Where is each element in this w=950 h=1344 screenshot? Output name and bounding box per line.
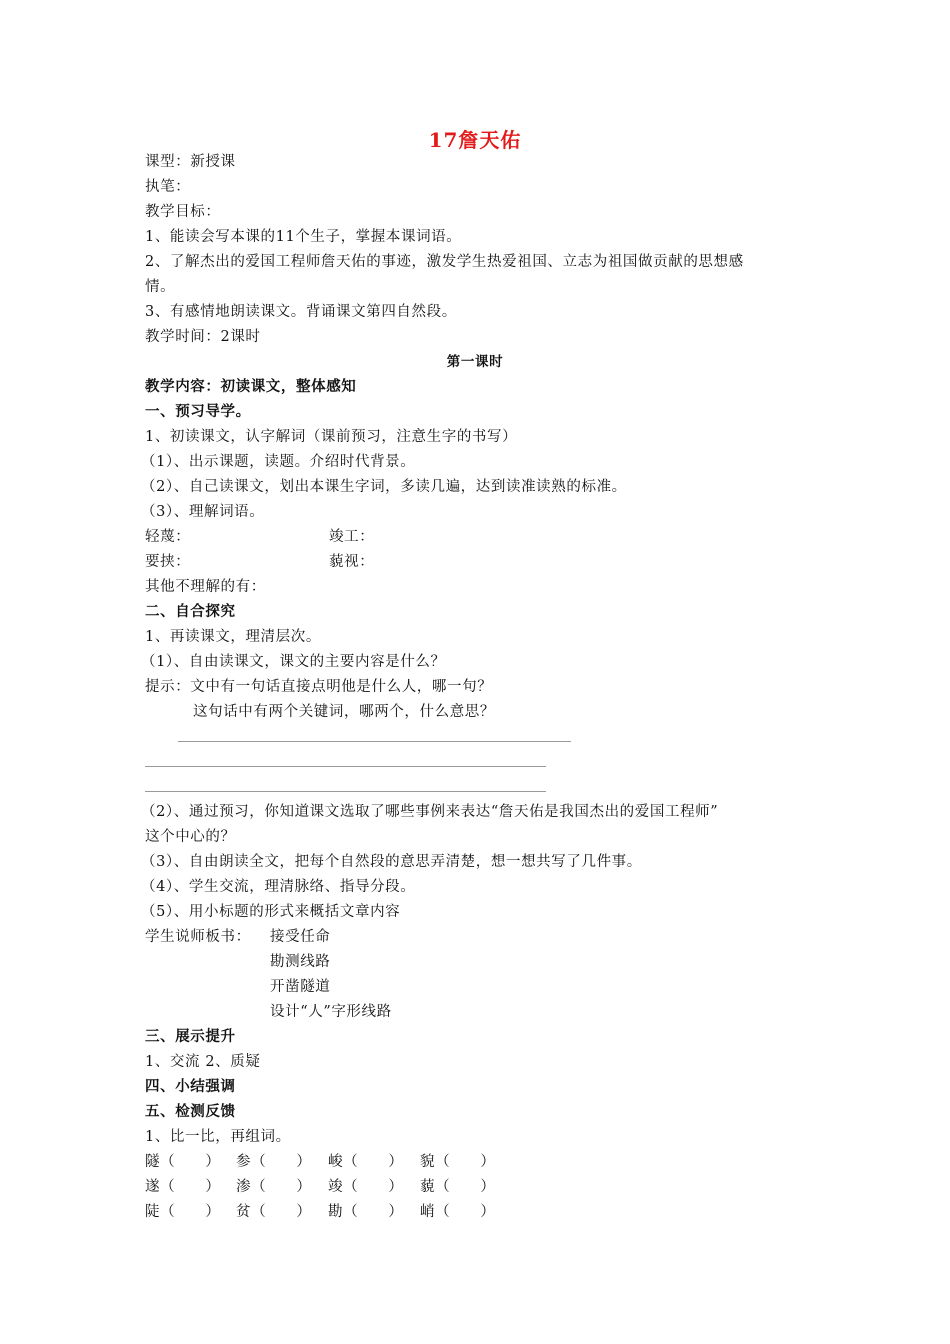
answer-line-3: [145, 791, 546, 792]
section-2-hint: 提示：文中有一句话直接点明他是什么人，哪一句？: [145, 679, 493, 695]
compare-cell: 勘（ ）: [328, 1204, 404, 1220]
word-miaoshi: 藐视：: [329, 554, 375, 570]
board-item-2: 勘测线路: [270, 954, 331, 970]
section-1-item-1: 1、初读课文，认字解词（课前预习，注意生字的书写）: [145, 429, 518, 445]
board-item-3: 开凿隧道: [270, 979, 331, 995]
word-yaoxie: 要挟：: [145, 554, 191, 570]
answer-line-2: [145, 766, 546, 767]
answer-line-1: [178, 741, 571, 742]
goal-2-continued: 情。: [145, 279, 176, 295]
other-words: 其他不理解的有：: [145, 579, 266, 595]
goal-1: 1、能读会写本课的11个生子，掌握本课词语。: [145, 229, 462, 245]
compare-cell: 渗（ ）: [236, 1179, 312, 1195]
goal-3: 3、有感情地朗读课文。背诵课文第四自然段。: [145, 304, 457, 320]
section-3-item-1: 1、交流 2、质疑: [145, 1054, 261, 1070]
compare-cell: 陡（ ）: [145, 1204, 221, 1220]
section-2-item-6: （5）、用小标题的形式来概括文章内容: [141, 904, 401, 920]
section-2-item-3-continued: 这个中心的？: [145, 829, 236, 845]
compare-cell: 遂（ ）: [145, 1179, 221, 1195]
goal-2: 2、了解杰出的爱国工程师詹天佑的事迹，激发学生热爱祖国、立志为祖国做贡献的思想感: [145, 254, 744, 270]
lesson-title: 17詹天佑: [428, 128, 522, 152]
teaching-time: 教学时间：2课时: [145, 329, 261, 345]
section-4-heading: 四、小结强调: [145, 1078, 236, 1095]
section-2-hint-2: 这句话中有两个关键词，哪两个，什么意思？: [193, 704, 495, 720]
section-2-item-5: （4）、学生交流，理清脉络、指导分段。: [141, 879, 416, 895]
compare-cell: 峻（ ）: [328, 1154, 404, 1170]
period-title: 第一课时: [446, 354, 504, 370]
section-2-item-2: （1）、自由读课文，课文的主要内容是什么？: [141, 654, 446, 670]
section-5-item-1: 1、比一比，再组词。: [145, 1129, 291, 1145]
goals-label: 教学目标：: [145, 204, 221, 220]
section-1-item-4: （3）、理解词语。: [141, 504, 265, 520]
section-1-item-3: （2）、自己读课文，划出本课生字词，多读几遍，达到读准读熟的标准。: [141, 479, 627, 495]
board-item-4: 设计“人”字形线路: [270, 1004, 392, 1020]
compare-cell: 貌（ ）: [420, 1154, 496, 1170]
writer-line: 执笔：: [145, 179, 191, 195]
board-label: 学生说师板书：: [145, 929, 251, 945]
compare-cell: 峭（ ）: [420, 1204, 496, 1220]
section-2-item-1: 1、再读课文，理清层次。: [145, 629, 321, 645]
section-1-heading: 一、预习导学。: [145, 403, 251, 420]
section-2-item-3: （2）、通过预习，你知道课文选取了哪些事例来表达“詹天佑是我国杰出的爱国工程师”: [141, 804, 719, 820]
section-5-heading: 五、检测反馈: [145, 1103, 236, 1120]
word-qingmie: 轻蔑：: [145, 529, 191, 545]
compare-cell: 贫（ ）: [236, 1204, 312, 1220]
lesson-type: 课型：新授课: [145, 154, 236, 170]
section-3-heading: 三、展示提升: [145, 1028, 236, 1045]
board-item-1: 接受任命: [270, 929, 331, 945]
compare-cell: 参（ ）: [236, 1154, 312, 1170]
word-jungong: 竣工：: [329, 529, 375, 545]
compare-cell: 竣（ ）: [328, 1179, 404, 1195]
teaching-content: 教学内容：初读课文，整体感知: [145, 378, 357, 395]
section-2-heading: 二、自合探究: [145, 603, 236, 620]
compare-cell: 隧（ ）: [145, 1154, 221, 1170]
section-2-item-4: （3）、自由朗读全文，把每个自然段的意思弄清楚，想一想共写了几件事。: [141, 854, 642, 870]
section-1-item-2: （1）、出示课题，读题。介绍时代背景。: [141, 454, 416, 470]
compare-cell: 藐（ ）: [420, 1179, 496, 1195]
